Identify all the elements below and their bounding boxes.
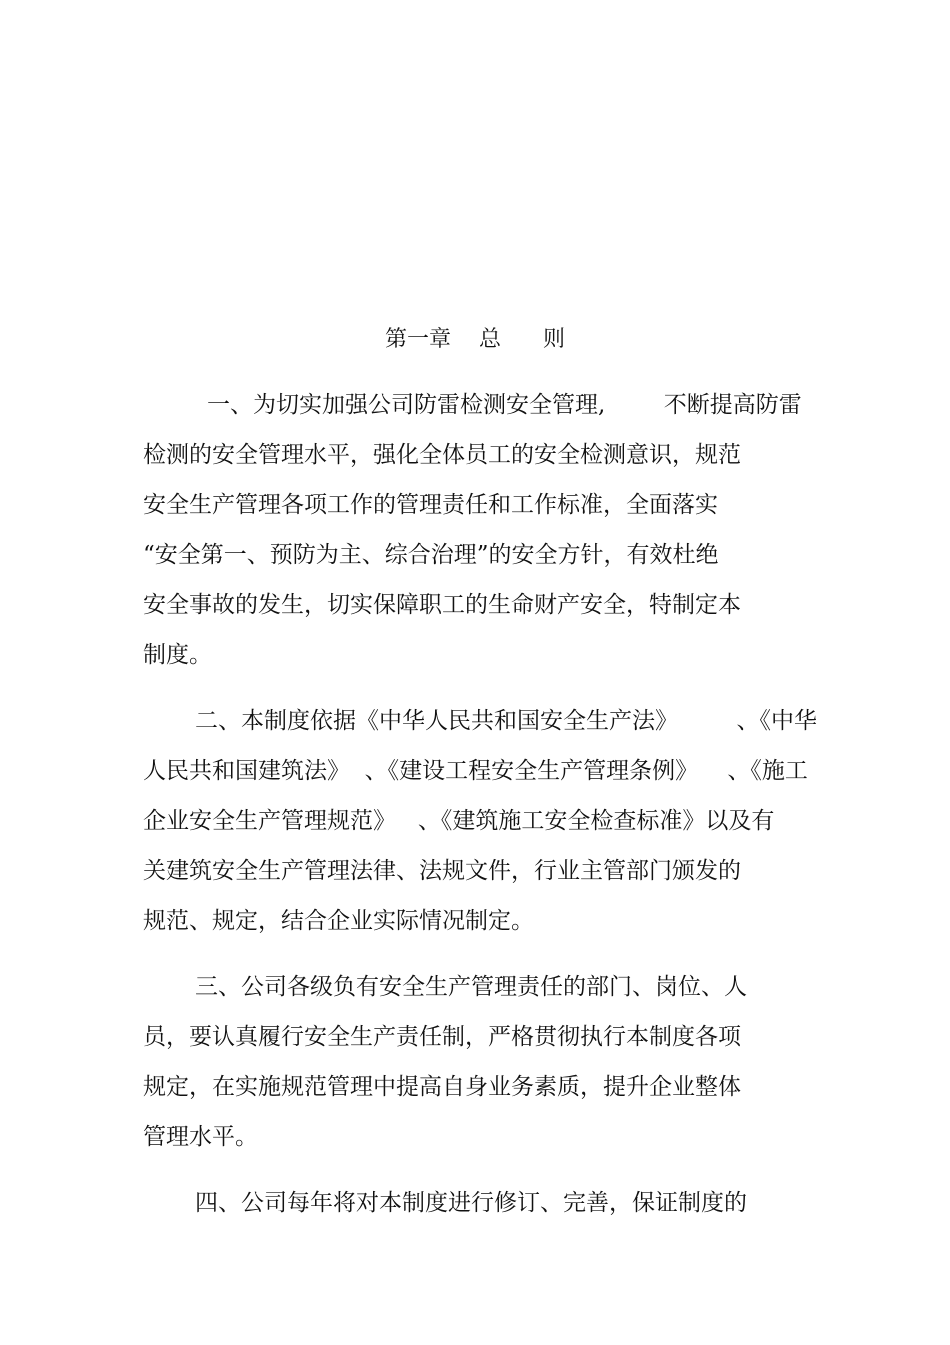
paragraph-1-line-4: “安全第一、预防为主、综合治理”的安全方针，有效杜绝	[143, 542, 719, 568]
paragraph-1-line-6: 制度。	[143, 642, 212, 668]
chapter-title: 第一章 总 则	[385, 327, 565, 352]
paragraph-2-line-5: 规范、规定，结合企业实际情况制定。	[143, 908, 534, 934]
paragraph-1-line-3: 安全生产管理各项工作的管理责任和工作标准，全面落实	[143, 492, 718, 518]
paragraph-2-line-4: 关建筑安全生产管理法律、法规文件，行业主管部门颁发的	[143, 858, 741, 884]
paragraph-1-line-2: 检测的安全管理水平，强化全体员工的安全检测意识，规范	[143, 442, 741, 468]
paragraph-3-line-2: 员，要认真履行安全生产责任制，严格贯彻执行本制度各项	[143, 1024, 741, 1050]
paragraph-3-line-1: 三、公司各级负有安全生产管理责任的部门、岗位、人	[195, 974, 747, 1000]
paragraph-4-line-1: 四、公司每年将对本制度进行修订、完善，保证制度的	[195, 1190, 747, 1216]
paragraph-3-line-3: 规定，在实施规范管理中提高自身业务素质，提升企业整体	[143, 1074, 741, 1100]
paragraph-1-line-1: 一、为切实加强公司防雷检测安全管理, 不断提高防雷	[207, 392, 802, 418]
paragraph-2-line-2: 人民共和国建筑法》 、《建设工程安全生产管理条例》 、《施工	[143, 758, 808, 784]
paragraph-1-line-5: 安全事故的发生，切实保障职工的生命财产安全，特制定本	[143, 592, 741, 618]
paragraph-2-line-3: 企业安全生产管理规范》 、《建筑施工安全检查标准》以及有	[143, 808, 775, 834]
paragraph-3-line-4: 管理水平。	[143, 1124, 258, 1150]
paragraph-2-line-1: 二、本制度依据《中华人民共和国安全生产法》 、《中华	[195, 708, 817, 734]
